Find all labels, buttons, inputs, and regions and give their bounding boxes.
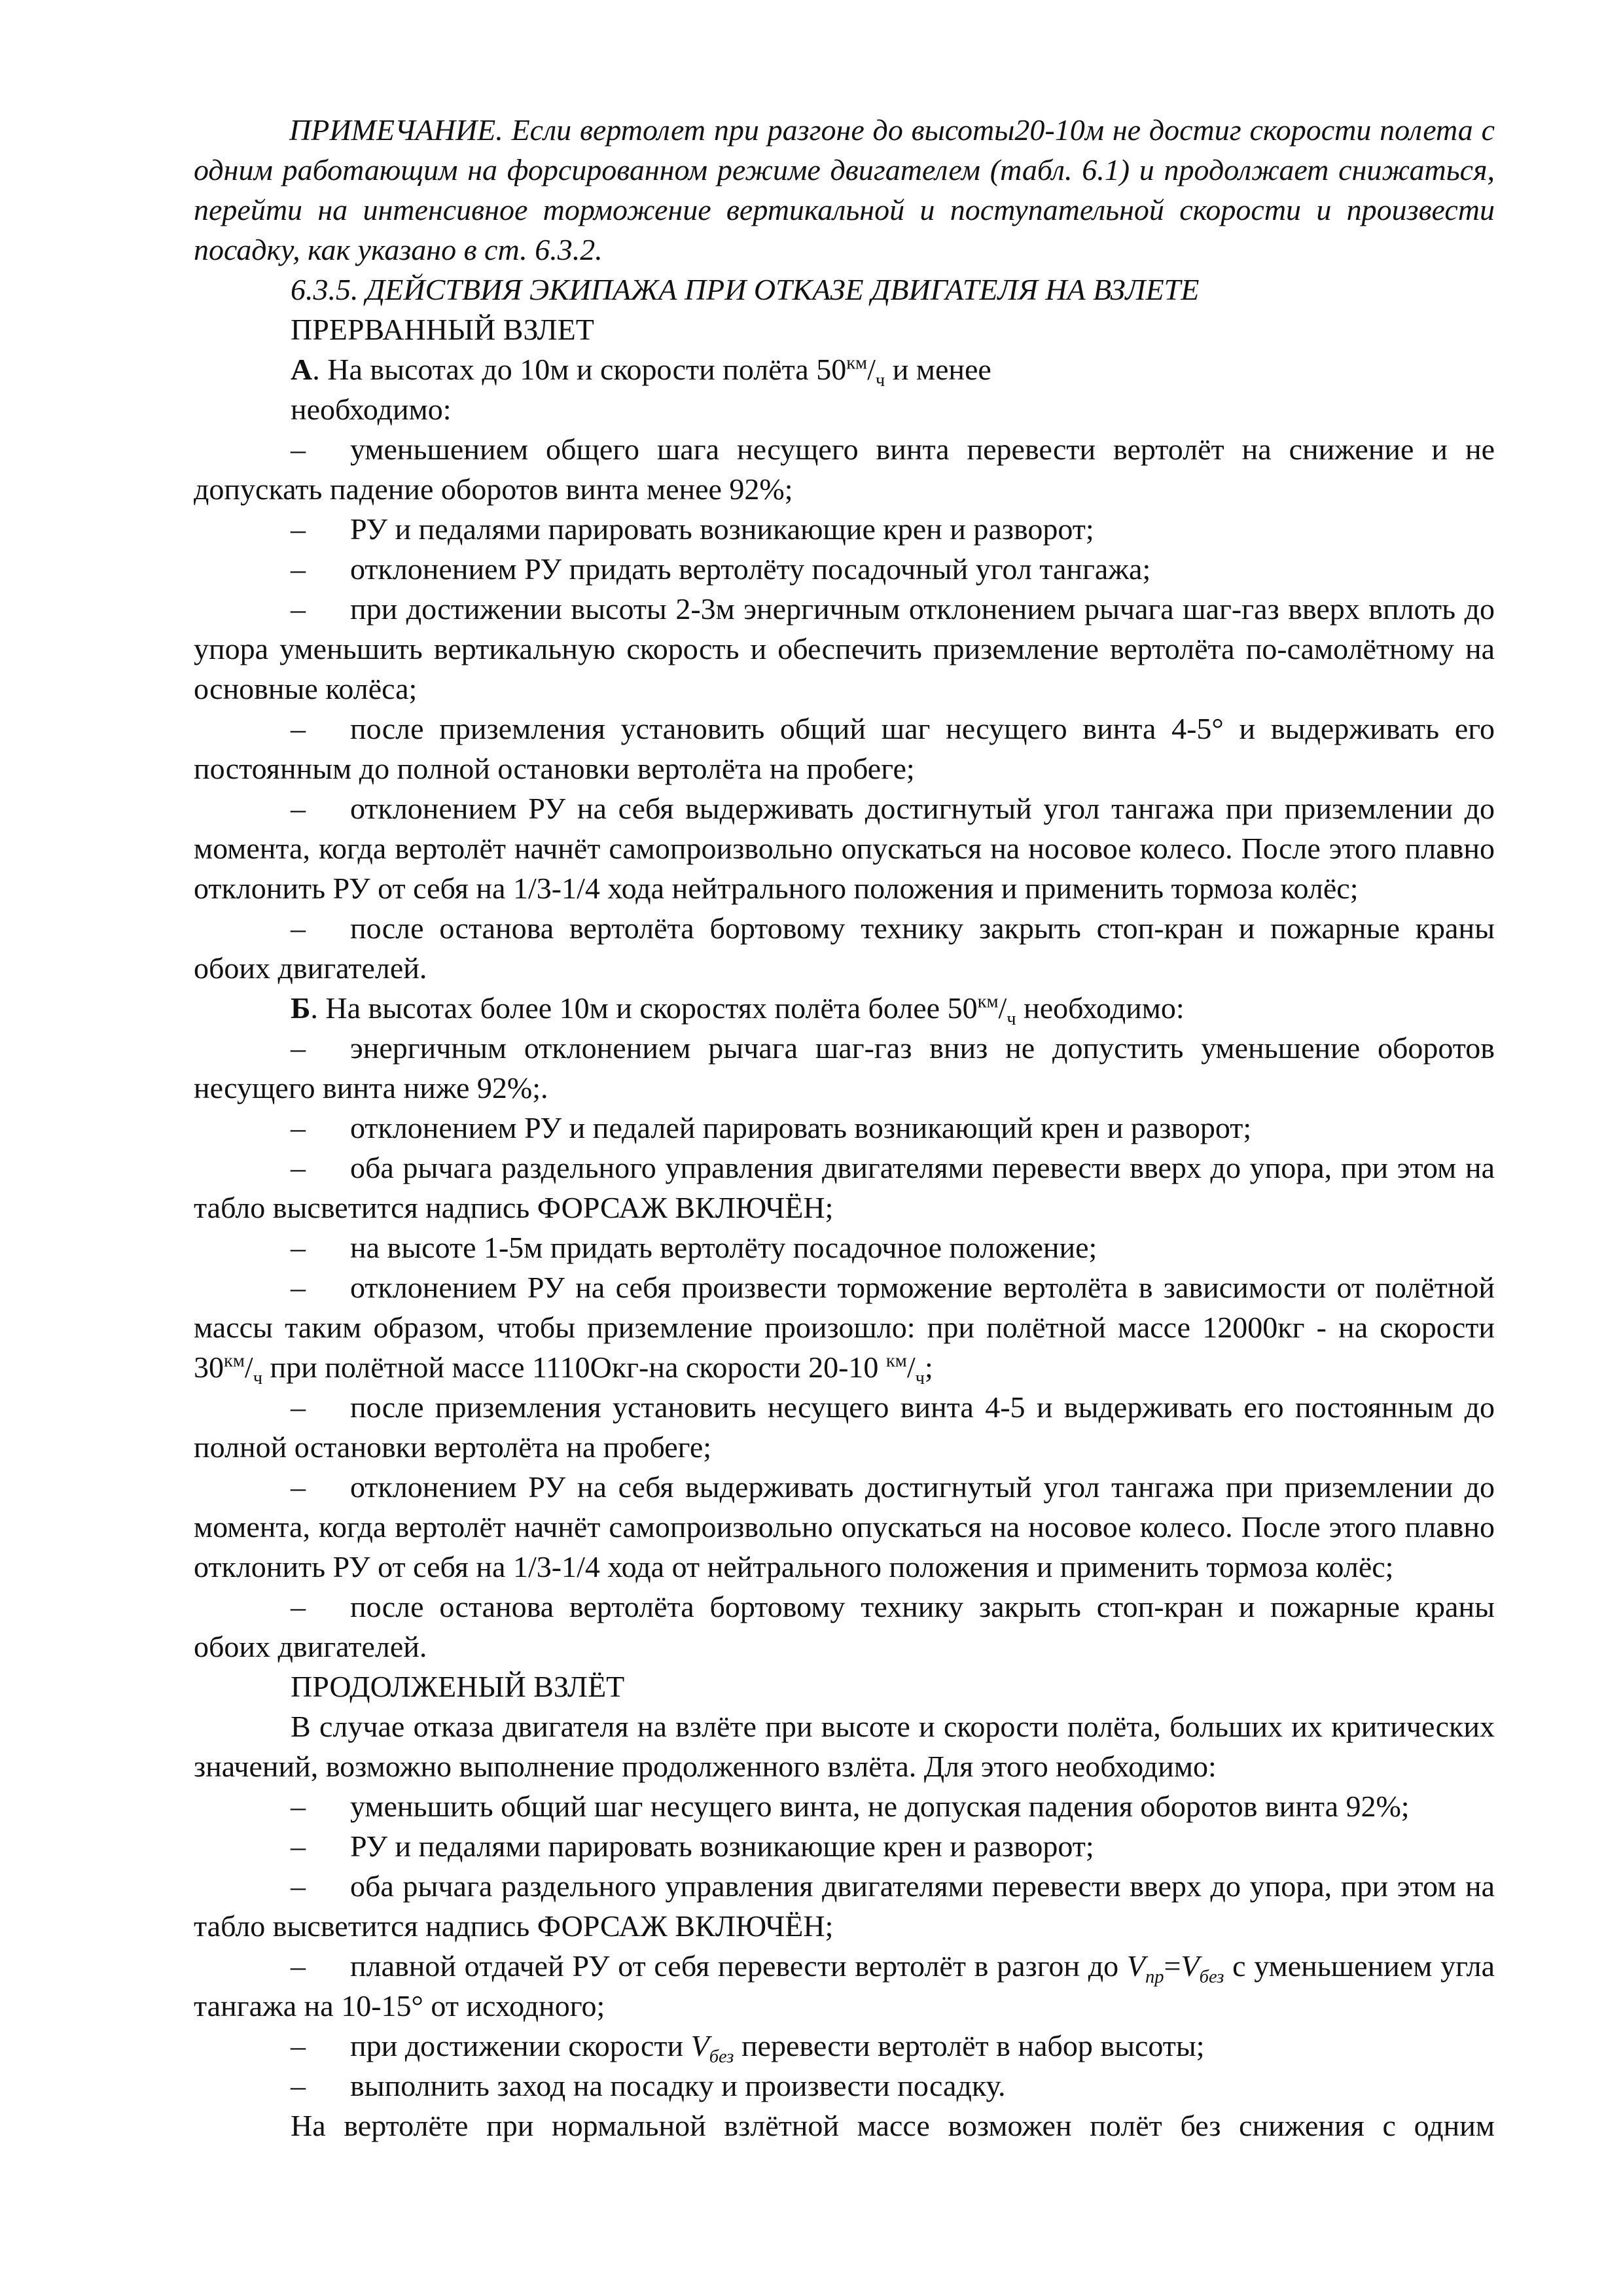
list-item: – энергичным отклонением рычага шаг-газ вниз не допустить уменьшение оборотов несущего винта ниже 92%;. bbox=[194, 1028, 1495, 1108]
list-item: – отклонением РУ на себя выдерживать достигнутый угол тангажа при приземлении до момента, когда вертолёт начнёт самопроизвольно опускаться на носовое колесо. После этого плавно отклонить РУ от себя на 1/3-1/4 хода от нейтрального положения и применить тормоза колёс; bbox=[194, 1467, 1495, 1587]
dash-bullet: – bbox=[291, 1151, 306, 1184]
list-item: – при достижении скорости $V_{без}$ перевести вертолёт в набор высоты; bbox=[194, 2026, 1495, 2066]
dash-bullet: – bbox=[291, 1271, 306, 1304]
case-b-text-end: необходимо: bbox=[1016, 991, 1185, 1025]
section-title: 6.3.5. ДЕЙСТВИЯ ЭКИПАЖА ПРИ ОТКАЗЕ ДВИГАТЕЛЯ НА ВЗЛЕТЕ bbox=[291, 273, 1200, 306]
case-b-text: . На высотах более 10м и скоростях полёта более 50 bbox=[310, 991, 978, 1025]
aborted-takeoff-title: ПРЕРВАННЫЙ ВЗЛЕТ bbox=[291, 313, 594, 346]
dash-bullet: – bbox=[291, 2069, 306, 2102]
dash-bullet: – bbox=[291, 433, 306, 466]
case-b-list bbox=[194, 1028, 1495, 1667]
list-item: – на высоте 1-5м придать вертолёту посадочное положение; bbox=[194, 1227, 1495, 1267]
list-item: – РУ и педалями парировать возникающие крен и разворот; bbox=[194, 1826, 1495, 1866]
list-item: – после приземления установить несущего винта 4-5 и выдерживать его постоянным до полной остановки вертолёта на пробеге; bbox=[194, 1387, 1495, 1467]
case-a-text: . На высотах до 10м и скорости полёта 50 bbox=[312, 353, 847, 386]
case-a-required: необходимо: bbox=[291, 393, 452, 426]
list-item: – отклонением РУ придать вертолёту посадочный угол тангажа; bbox=[194, 549, 1495, 589]
list-item: – оба рычага раздельного управления двигателями перевести вверх до упора, при этом на табло высветится надпись ФОРСАЖ ВКЛЮЧЁН; bbox=[194, 1148, 1495, 1227]
continued-intro: В случае отказа двигателя на взлёте при высоте и скорости полёта, больших их критических значений, возможно выполнение продолженного взлёта. Для этого необходимо: bbox=[194, 1710, 1495, 1783]
list-item: – отклонением РУ и педалей парировать возникающий крен и разворот; bbox=[194, 1108, 1495, 1148]
dash-bullet: – bbox=[291, 1829, 306, 1863]
dash-bullet: – bbox=[291, 2029, 306, 2062]
dash-bullet: – bbox=[291, 911, 306, 945]
case-b-letter: Б bbox=[291, 991, 311, 1025]
case-a-letter: А bbox=[291, 353, 313, 386]
unit-km-per-h: $^{км}/_ч$ bbox=[224, 1351, 263, 1389]
speed-symbol-vpr: $V_{пр}$ bbox=[1126, 1949, 1164, 1988]
dash-bullet: – bbox=[291, 792, 306, 825]
list-item: – после останова вертолёта бортовому технику закрыть стоп-кран и пожарные краны обоих двигателей. bbox=[194, 908, 1495, 988]
case-a-list bbox=[194, 429, 1495, 988]
dash-bullet: – bbox=[291, 1111, 306, 1144]
case-b-heading bbox=[194, 988, 1495, 1028]
list-item: – уменьшением общего шага несущего винта перевести вертолёт на снижение и не допускать падение оборотов винта менее 92%; bbox=[194, 429, 1495, 509]
dash-bullet: – bbox=[291, 712, 306, 745]
case-a-text-end: и менее bbox=[885, 353, 991, 386]
list-item: – уменьшить общий шаг несущего винта, не допуская падения оборотов винта 92%; bbox=[194, 1786, 1495, 1826]
list-item: – плавной отдачей РУ от себя перевести вертолёт в разгон до $V_{пр}=V_{без}$ с уменьшением угла тангажа на 10-15° от исходного; bbox=[194, 1946, 1495, 2026]
dash-bullet: – bbox=[291, 1869, 306, 1903]
dash-bullet: – bbox=[291, 552, 306, 586]
dash-bullet: – bbox=[291, 592, 306, 626]
case-a-heading bbox=[194, 349, 1495, 389]
continued-list bbox=[194, 1786, 1495, 2106]
list-item: – отклонением РУ на себя выдерживать достигнутый угол тангажа при приземлении до момента, когда вертолёт начнёт самопроизвольно опускаться на носовое колесо. После этого плавно отклонить РУ от себя на 1/3-1/4 хода нейтрального положения и применить тормоза колёс; bbox=[194, 788, 1495, 908]
continued-takeoff-title: ПРОДОЛЖЕНЫЙ ВЗЛЁТ bbox=[291, 1670, 625, 1703]
note-paragraph: ПРИМЕЧАНИЕ. Если вертолет при разгоне до высоты20-10м не достиг скорости полета с одним работающим на форсированном режиме двигателем (табл. 6.1) и продолжает снижаться, перейти на интенсивное торможение вертикальной и поступательной скорости и произвести посадку, как указано в ст. 6.3.2. bbox=[194, 113, 1495, 266]
dash-bullet: – bbox=[291, 1470, 306, 1504]
speed-symbol-vbez: $V_{без}$ bbox=[690, 2029, 734, 2068]
dash-bullet: – bbox=[291, 1390, 306, 1424]
unit-km-per-h: $^{км}/_ч$ bbox=[846, 353, 885, 391]
list-item: – отклонением РУ на себя произвести торможение вертолёта в зависимости от полётной массы таким образом, чтобы приземление произошло: при полётной массе 12000кг - на скорости $30^{км}/_ч$ при полётной массе 1110Окг-на скорости 20-10 $^{км}/_ч$; bbox=[194, 1267, 1495, 1387]
dash-bullet: – bbox=[291, 1031, 306, 1065]
dash-bullet: – bbox=[291, 1949, 306, 1983]
list-item: – выполнить заход на посадку и произвести посадку. bbox=[194, 2066, 1495, 2106]
list-item: – при достижении высоты 2-3м энергичным отклонением рычага шаг-газ вверх вплоть до упора уменьшить вертикальную скорость и обеспечить приземление вертолёта по-самолётному на основные колёса; bbox=[194, 589, 1495, 709]
dash-bullet: – bbox=[291, 1231, 306, 1264]
dash-bullet: – bbox=[291, 1590, 306, 1623]
dash-bullet: – bbox=[291, 1790, 306, 1823]
document-page bbox=[194, 110, 1495, 2146]
final-paragraph: На вертолёте при нормальной взлётной массе возможен полёт без снижения с одним bbox=[291, 2109, 1495, 2142]
list-item: – РУ и педалями парировать возникающие крен и разворот; bbox=[194, 509, 1495, 549]
unit-km-per-h: $^{км}/_ч$ bbox=[977, 991, 1016, 1030]
dash-bullet: – bbox=[291, 512, 306, 546]
list-item: – после приземления установить общий шаг несущего винта 4-5° и выдерживать его постоянным до полной остановки вертолёта на пробеге; bbox=[194, 709, 1495, 788]
list-item: – после останова вертолёта бортовому технику закрыть стоп-кран и пожарные краны обоих двигателей. bbox=[194, 1587, 1495, 1667]
unit-km-per-h: $^{км}/_ч$ bbox=[885, 1351, 925, 1389]
speed-symbol-vbez: $V_{без}$ bbox=[1181, 1949, 1224, 1988]
list-item: – оба рычага раздельного управления двигателями перевести вверх до упора, при этом на табло высветится надпись ФОРСАЖ ВКЛЮЧЁН; bbox=[194, 1866, 1495, 1946]
